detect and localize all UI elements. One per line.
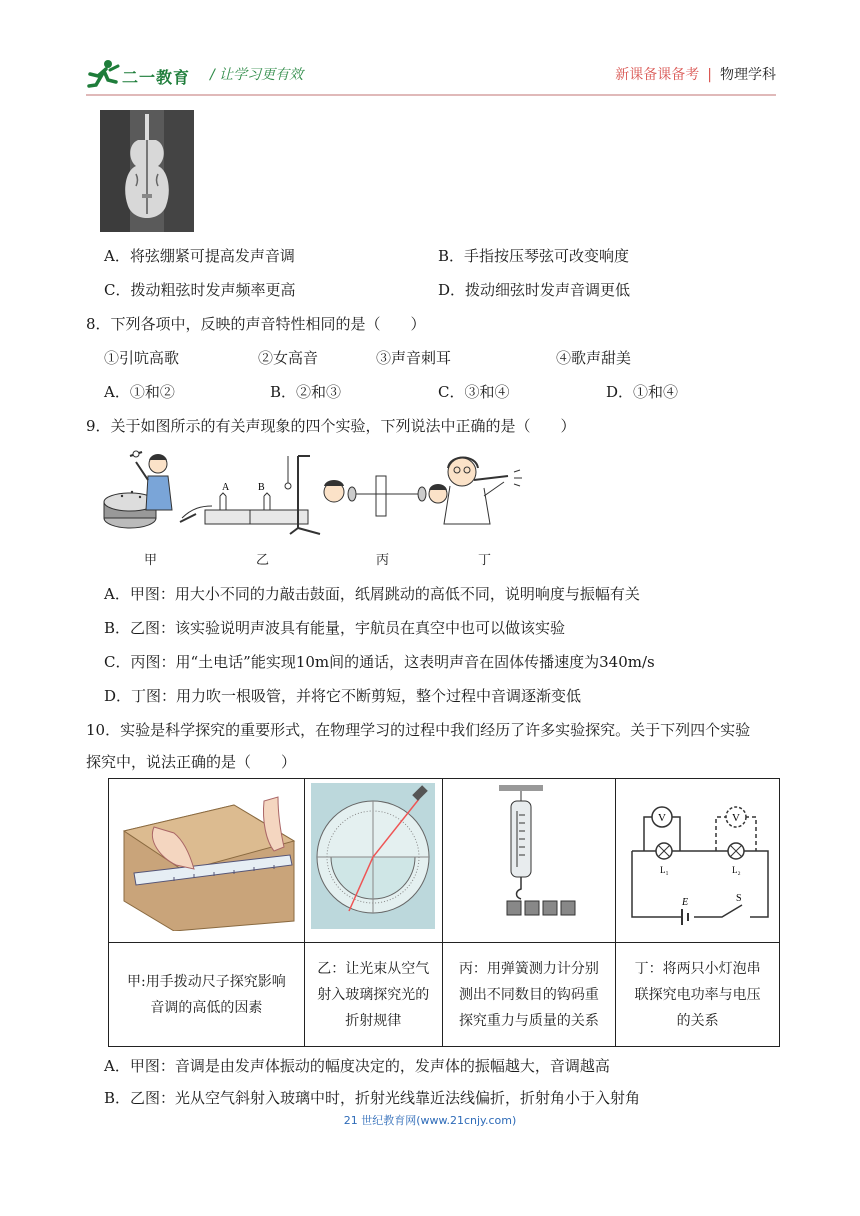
slogan: / 让学习更有效 bbox=[210, 67, 304, 83]
q7-option-c: C．拨动粗弦时发声频率更高 bbox=[104, 281, 296, 299]
tuning-fork-figure bbox=[180, 456, 320, 534]
violin-photo bbox=[100, 110, 194, 232]
cell-refraction-image bbox=[304, 779, 442, 943]
page-footer: 21 世纪教育网(www.21cnjy.com) bbox=[343, 1114, 517, 1127]
table-image-row bbox=[109, 779, 780, 943]
cell-ruler-image bbox=[109, 779, 305, 943]
q10-stem-line2: 探究中，说法正确的是（ ） bbox=[86, 753, 297, 771]
q10-option-a: A．甲图：音调是由发声体振动的幅度决定的，发声体的振幅越大，音调越高 bbox=[104, 1057, 610, 1075]
q7-option-a: A．将弦绷紧可提高发声音调 bbox=[104, 247, 295, 265]
q9-option-c: C．丙图：用“土电话”能实现10m间的通话，这表明声音在固体传播速度为340m/s bbox=[104, 653, 655, 671]
header-course: 新课备课备考 bbox=[615, 67, 700, 83]
cell-jia-line-1: 甲:用手拨动尺子探究影响 bbox=[127, 973, 286, 990]
cell-ding-line-2: 联探究电功率与电压 bbox=[634, 986, 761, 1003]
q8-option-a: A．①和② bbox=[104, 383, 175, 401]
q8-option-d: D．①和④ bbox=[606, 383, 679, 401]
header-subject bbox=[615, 64, 776, 84]
voltmeter-label-2: V bbox=[731, 812, 740, 824]
fork-label-a: A bbox=[222, 482, 230, 493]
q8-option-b: B．②和③ bbox=[270, 383, 342, 401]
table-text-row bbox=[109, 943, 780, 1047]
q9-caption-jia: 甲 bbox=[144, 553, 158, 568]
drum-figure bbox=[104, 451, 172, 528]
q8-item-4: ④歌声甜美 bbox=[556, 349, 632, 367]
q7-option-d: D．拨动细弦时发声音调更低 bbox=[438, 281, 631, 299]
runner-icon bbox=[86, 58, 122, 90]
q9-caption-yi: 乙 bbox=[256, 553, 270, 568]
q8-stem: 8．下列各项中，反映的声音特性相同的是（ ） bbox=[86, 315, 426, 333]
cell-text-yi bbox=[304, 943, 442, 1047]
header-subject-name: 物理学科 bbox=[720, 67, 776, 83]
fork-label-b: B bbox=[258, 482, 265, 493]
cell-ding-line-1: 丁：将两只小灯泡串 bbox=[634, 960, 761, 977]
cell-text-bing bbox=[442, 943, 616, 1047]
cell-yi-line-2: 射入玻璃探究光的 bbox=[317, 986, 430, 1003]
q9-option-b: B．乙图：该实验说明声波具有能量，宇航员在真空中也可以做该实验 bbox=[104, 619, 566, 637]
lamp-label-2: L₂ bbox=[731, 865, 741, 875]
string-telephone-figure bbox=[324, 476, 447, 516]
logo bbox=[86, 58, 196, 90]
page-header bbox=[86, 56, 776, 96]
cell-yi-line-1: 乙：让光束从空气 bbox=[317, 960, 430, 977]
cell-bing-line-3: 探究重力与质量的关系 bbox=[458, 1012, 599, 1029]
q9-caption-ding: 丁 bbox=[478, 553, 492, 568]
q9-figure bbox=[100, 448, 540, 542]
cell-text-ding bbox=[616, 943, 780, 1047]
q7-option-b: B．手指按压琴弦可改变响度 bbox=[438, 247, 630, 265]
cell-circuit-image bbox=[616, 779, 780, 943]
cell-yi-line-3: 折射规律 bbox=[345, 1012, 402, 1029]
q8-item-2: ②女高音 bbox=[258, 349, 319, 367]
cell-text-jia bbox=[109, 943, 305, 1047]
switch-label: S bbox=[735, 893, 742, 904]
q10-stem-line1: 10．实验是科学探究的重要形式，在物理学习的过程中我们经历了许多实验探究。关于下列四个实验 bbox=[86, 721, 751, 739]
q10-option-b: B．乙图：光从空气斜射入玻璃中时，折射光线靠近法线偏折，折射角小于入射角 bbox=[104, 1089, 641, 1107]
header-divider bbox=[86, 94, 776, 96]
straw-figure bbox=[444, 458, 522, 525]
q9-stem: 9．关于如图所示的有关声现象的四个实验，下列说法中正确的是（ ） bbox=[86, 417, 576, 435]
q9-option-d: D．丁图：用力吹一根吸管，并将它不断剪短，整个过程中音调逐渐变低 bbox=[104, 687, 582, 705]
logo-text: 二一教育 bbox=[122, 68, 191, 87]
cell-jia-line-2: 音调的高低的因素 bbox=[150, 999, 263, 1016]
header-separator: | bbox=[707, 67, 712, 83]
cell-spring-scale-image bbox=[442, 779, 616, 943]
cell-bing-line-1: 丙：用弹簧测力计分别 bbox=[458, 960, 599, 977]
q9-option-a: A．甲图：用大小不同的力敲击鼓面，纸屑跳动的高低不同，说明响度与振幅有关 bbox=[104, 585, 640, 603]
q10-experiment-table bbox=[108, 778, 780, 1047]
cell-bing-line-2: 测出不同数目的钩码重 bbox=[458, 986, 599, 1003]
voltmeter-label-1: V bbox=[657, 812, 666, 824]
battery-label: E bbox=[681, 897, 688, 908]
cell-ding-line-3: 的关系 bbox=[676, 1012, 719, 1029]
q8-item-3: ③声音刺耳 bbox=[376, 349, 452, 367]
q9-caption-bing: 丙 bbox=[376, 553, 390, 568]
lamp-label-1: L₁ bbox=[659, 865, 669, 875]
q8-item-1: ①引吭高歌 bbox=[104, 349, 180, 367]
q8-option-c: C．③和④ bbox=[438, 383, 510, 401]
